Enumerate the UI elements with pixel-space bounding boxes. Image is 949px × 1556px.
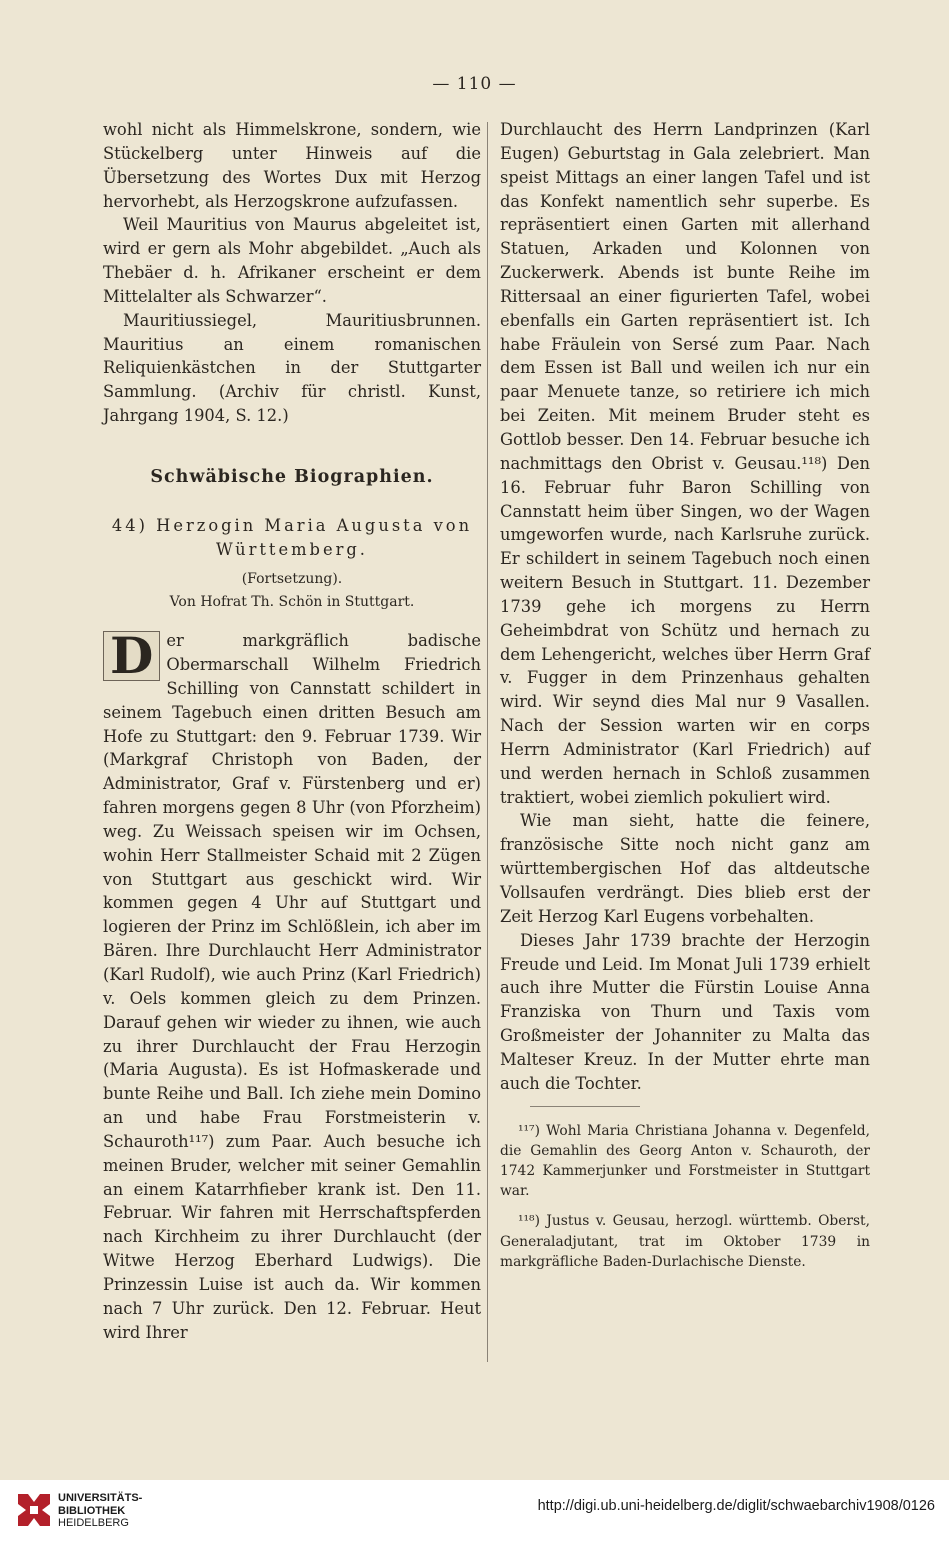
author-line: Von Hofrat Th. Schön in Stuttgart. xyxy=(169,594,415,611)
footnote-117: ¹¹⁷) Wohl Maria Christiana Johanna v. Degenfeld, die Gemahlin des Georg Anton v. Schauroth, der 1742 Kammerjunker und Forstmeister in Stuttgart war. xyxy=(500,1122,870,1200)
paragraph: Dieses Jahr 1739 brachte der Herzogin Freude und Leid. Im Monat Juli 1739 erhielt auch ihre Mutter die Fürstin Louise Anna Franziska von Thurn und Taxis vom Großmeister der Johanniter zu Malta das Malteser Kreuz. In der Mutter ehrte man auch die Tochter. xyxy=(500,930,870,1093)
paragraph-text: er markgräflich badische Obermarschall Wilhelm Friedrich Schilling von Cannstatt schildert in seinem Tagebuch einen dritten Besuch am Hofe zu Stuttgart: den 9. Februar 1739. Wir (Markgraf Christoph von Baden, der Administrator, Graf v. Fürstenberg und er) fahren morgens gegen 8 Uhr (von Pforzheim) weg. Zu Weissach speisen wir im Ochsen, wohin Herr Stallmeister Schaid mit 2 Zügen von Stuttgart aus geschickt wird. Wir kommen gegen 4 Uhr auf Stuttgart und logieren der Prinz im Schlößlein, ich aber im Bären. Ihre Durchlaucht Herr Administrator (Karl Rudolf), wie auch Prinz (Karl Friedrich) v. Oels kommen gleich zu dem Prinzen. Darauf gehen wir wieder zu ihnen, wie auch zu ihrer Durchlaucht der Frau Herzogin (Maria Augusta). Es ist Hofmaskerade und bunte Reihe und Ball. Ich ziehe mein Domino an und habe Frau Forstmeisterin v. Schauroth¹¹⁷) zum Paar. Auch besuche ich meinen Bruder, welcher mit seiner Gemahlin an einem Katarrhfieber krank ist. Den 11. Februar. Wir fahren mit Herrschaftspferden nach Kirchheim zu ihrer Durchlaucht (der Witwe Herzog Eberhard Ludwigs). Die Prinzessin Luise ist auch da. Wir kommen nach 7 Uhr zurück. Den 12. Februar. Heut wird Ihrer xyxy=(103,631,481,1342)
footnote-118: ¹¹⁸) Justus v. Geusau, herzogl. württemb. Oberst, Generaladjutant, trat im Oktober 1739 in markgräfliche Baden-Durlachische Dienste. xyxy=(500,1213,870,1270)
paragraph: Wie man sieht, hatte die feinere, französische Sitte noch nicht ganz am württembergischen Hof das altdeutsche Vollsaufen verdrängt. Dies blieb erst der Zeit Herzog Karl Eugens vorbehalten. xyxy=(500,811,870,926)
library-line: HEIDELBERG xyxy=(58,1517,129,1529)
paragraph: Weil Mauritius von Maurus abgeleitet ist, wird er gern als Mohr abgebildet. „Auch als Thebäer d. h. Afrikaner erscheint er dem Mittelalter als Schwarzer“. xyxy=(103,215,481,306)
library-name[interactable] xyxy=(58,1492,142,1530)
right-column xyxy=(500,118,870,1282)
left-column xyxy=(103,118,481,1345)
continued-note: (Fortsetzung). xyxy=(241,570,343,587)
paragraph: Durchlaucht des Herrn Landprinzen (Karl Eugen) Geburtstag in Gala zelebriert. Man speist Mittags an einer langen Tafel und ist das Konfekt namentlich sehr superbe. Es repräsentiert einen Garten mit allerhand Statuen, Arkaden und Kolonnen von Zuckerwerk. Abends ist bunte Reihe im Rittersaal an einer figurierten Tafel, wobei ebenfalls ein Garten repräsentiert ist. Ich habe Fräulein von Sersé zum Paar. Nach dem Essen ist Ball und weilen ich nur ein paar Menuete tanze, so retiriere ich mich bei Zeiten. Mit meinem Bruder steht es Gottlob besser. Den 14. Februar besuche ich nachmittags den Obrist v. Geusau.¹¹⁸) Den 16. Februar fuhr Baron Schilling von Cannstatt heim über Singen, wo der Wagen umgeworfen wurde, nach Karlsruhe zurück. Er schildert in seinem Tagebuch noch einen weitern Besuch in Stuttgart. 11. Dezember 1739 gehe ich morgens zu Herrn Geheimbdrat von Schütz und hernach zu dem Lehengericht, welches über Herrn Graf v. Fugger in dem Prinzenhaus gehalten wird. Wir seynd dies Mal nur 9 Vasallen. Nach der Session warten wir en corps Herrn Administrator (Karl Friedrich) auf und werden hernach in Schloß zusammen traktiert, wobei ziemlich pokuliert wird. xyxy=(500,120,870,807)
section-heading: Schwäbische Biographien. xyxy=(150,466,434,487)
paragraph: wohl nicht als Himmelskrone, sondern, wie Stückelberg unter Hinweis auf die Übersetzung des Wortes Dux mit Herzog hervorhebt, als Herzogskrone aufzufassen. xyxy=(103,120,481,211)
column-divider xyxy=(487,122,488,1362)
library-line: UNIVERSITÄTS- xyxy=(58,1492,143,1504)
source-url-link[interactable]: http://digi.ub.uni-heidelberg.de/diglit/schwaebarchiv1908/0126 xyxy=(537,1498,935,1514)
ub-heidelberg-logo-icon[interactable] xyxy=(14,1490,54,1530)
dropcap-initial: D xyxy=(103,631,160,681)
article-title: 44) Herzogin Maria Augusta von Württemberg. xyxy=(111,515,473,559)
footnote-rule xyxy=(530,1106,640,1107)
footer-bar xyxy=(0,1480,949,1556)
paragraph xyxy=(103,626,481,1344)
page-number: — 110 — xyxy=(432,74,517,94)
paragraph: Mauritiussiegel, Mauritiusbrunnen. Mauritius an einem romanischen Reliquienkästchen in der Stuttgarter Sammlung. (Archiv für christl. Kunst, Jahrgang 1904, S. 12.) xyxy=(103,310,481,426)
library-line: BIBLIOTHEK xyxy=(58,1504,126,1517)
